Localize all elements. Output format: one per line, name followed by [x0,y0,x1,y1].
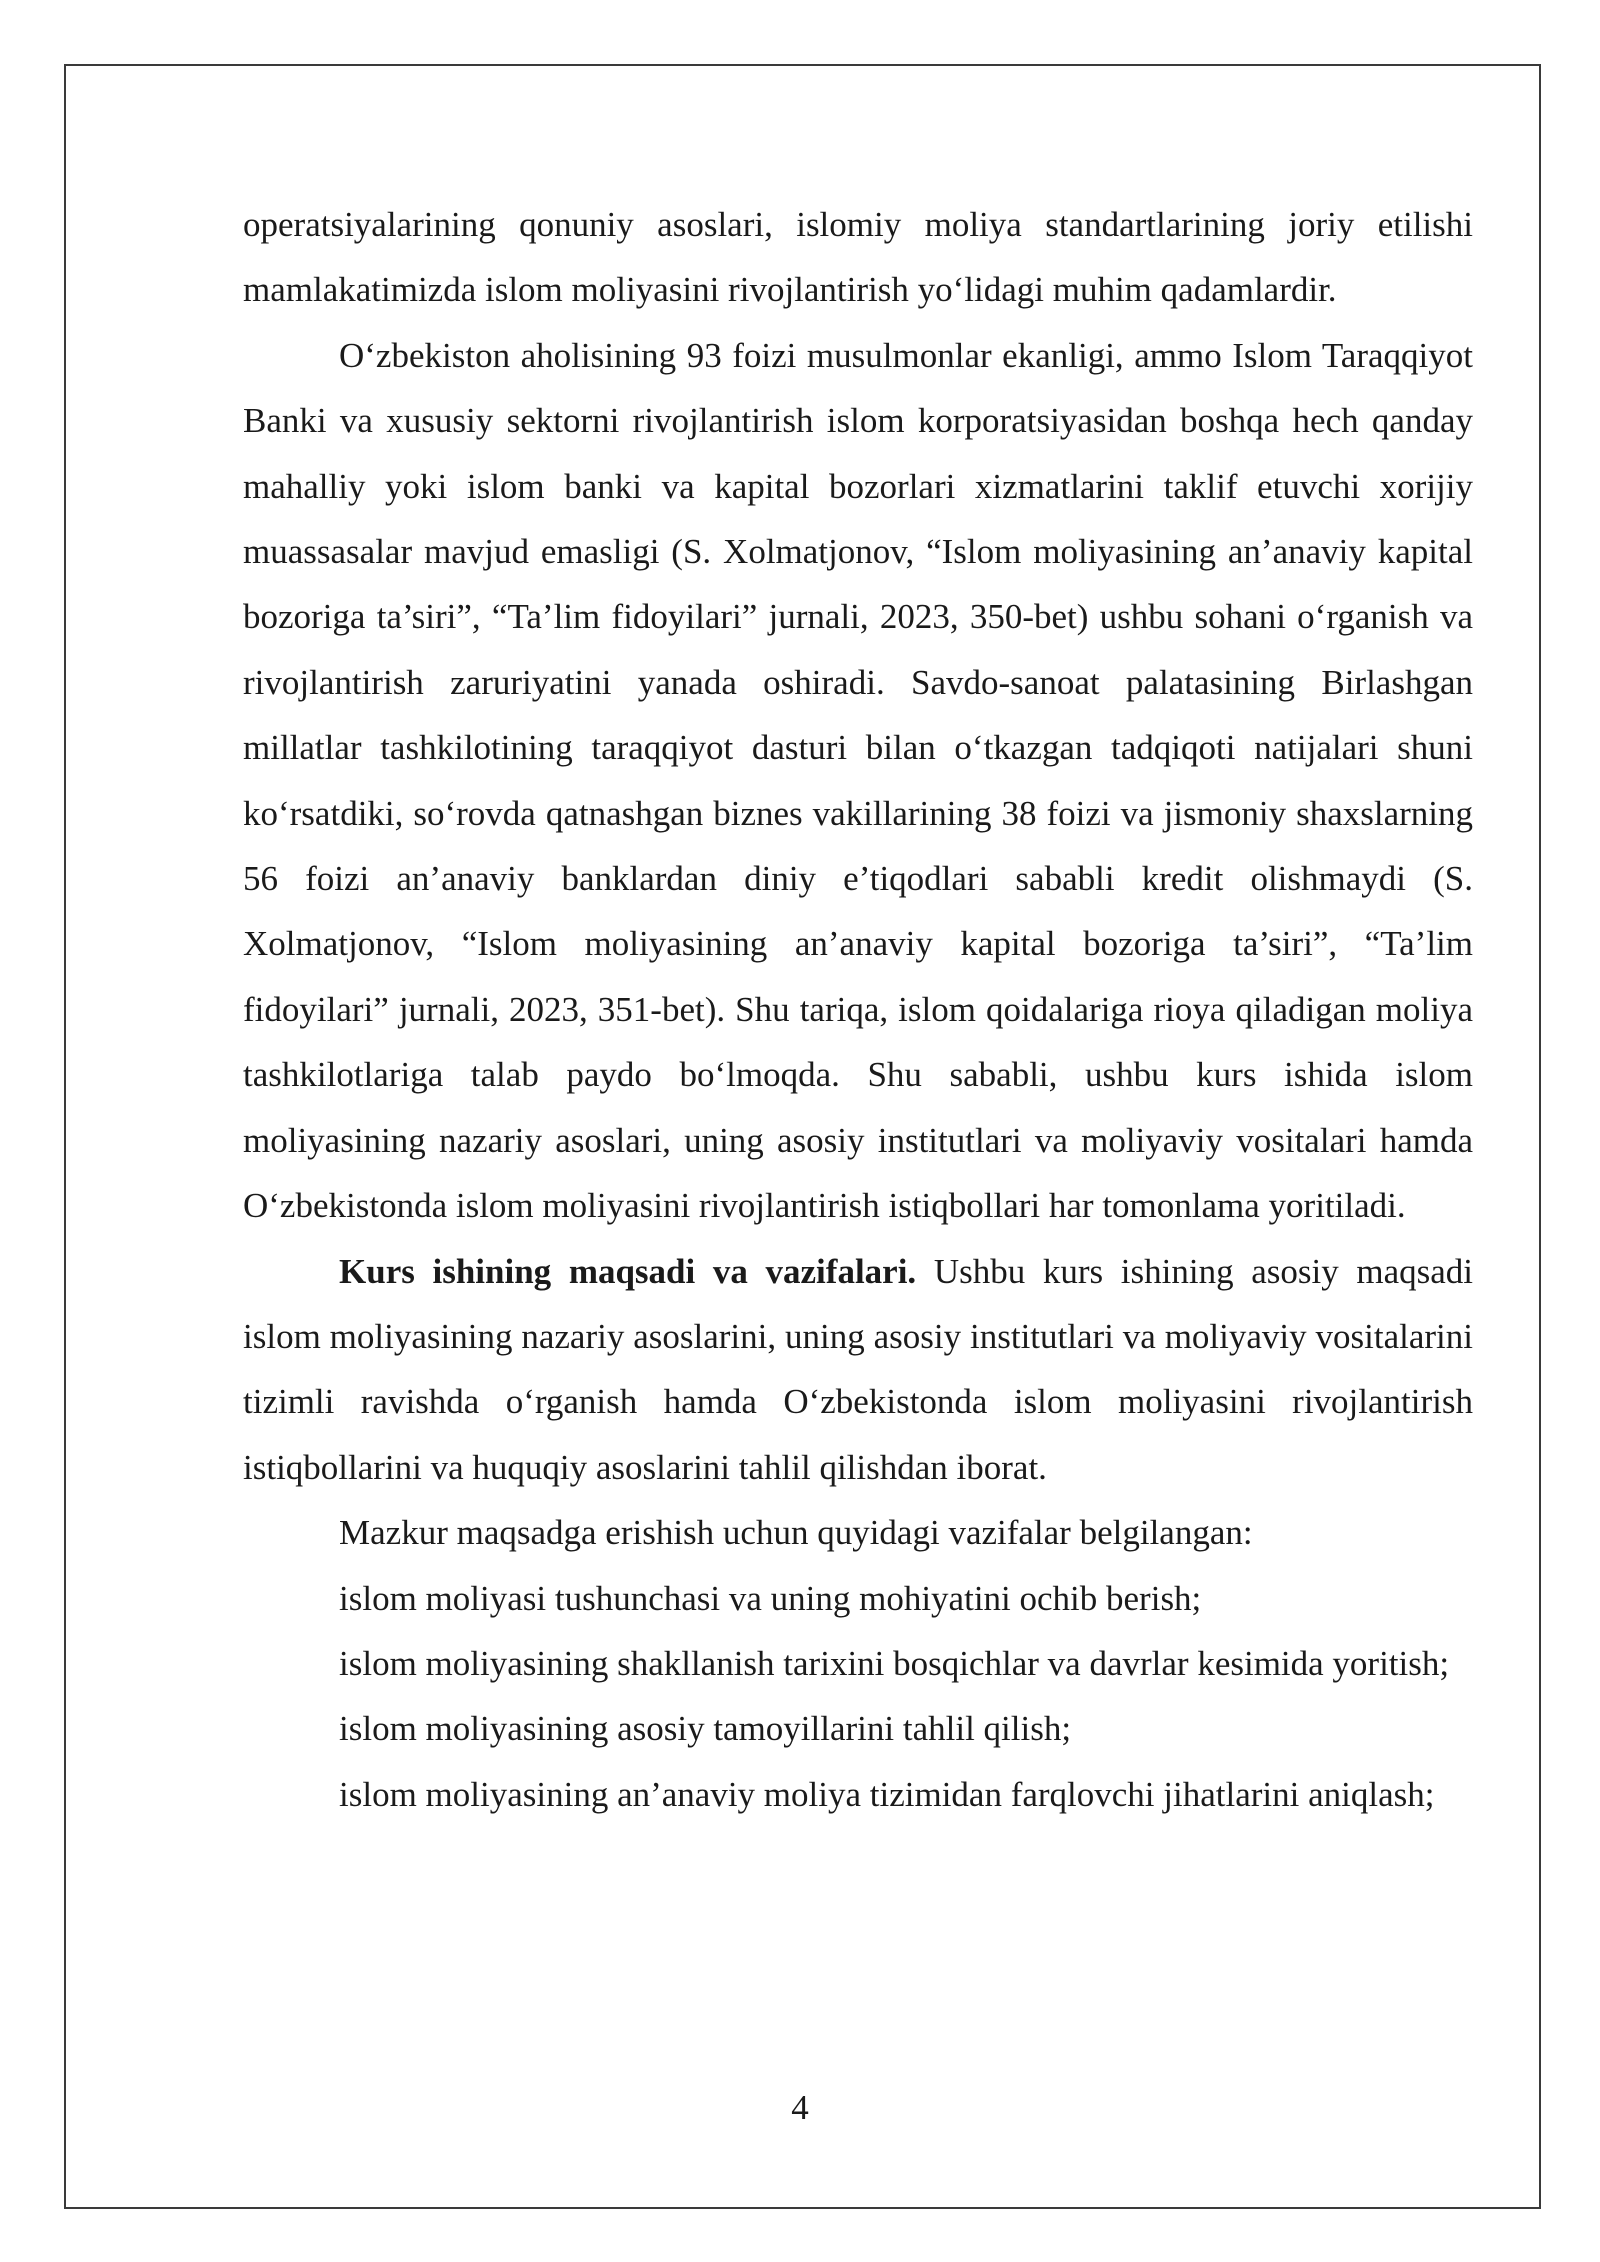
goals-text: Ushbu kurs ishining asosiy maqsadi islom moliyasining nazariy asoslarini, uning asosiy institutlari va moliyaviy vositalarini tizimli ravishda o‘rganish hamda O‘zbekistonda islom moliyasini rivojlantirish istiqbollarini va huquqiy asoslarini tahlil qilishdan iborat. [243,1251,1473,1487]
page-number: 4 [791,2088,809,2127]
task-item: islom moliyasining an’anaviy moliya tizimidan farqlovchi jihatlarini aniqlash; [339,1774,1435,1814]
paragraph-tasks-intro: Mazkur maqsadga erishish uchun quyidagi vazifalar belgilangan: [339,1513,1253,1553]
task-item: islom moliyasining shakllanish tarixini bosqichlar va davrlar kesimida yoritish; [339,1643,1450,1683]
task-item: islom moliyasi tushunchasi va uning mohiyatini ochib berish; [339,1578,1202,1618]
task-item: islom moliyasining asosiy tamoyillarini tahlil qilish; [339,1709,1072,1749]
paragraph-intro-continuation: operatsiyalarining qonuniy asoslari, islomiy moliya standartlarining joriy etilishi mamlakatimizda islom moliyasini rivojlantirish yo‘lidagi muhim qadamlardir. [243,205,1473,310]
goals-heading: Kurs ishining maqsadi va vazifalari. [339,1251,917,1291]
paragraph-population-context: O‘zbekiston aholisining 93 foizi musulmonlar ekanligi, ammo Islom Taraqqiyot Banki va xususiy sektorni rivojlantirish islom korporatsiyasidan boshqa hech qanday mahalliy yoki islom banki va kapital bozorlari xizmatlarini taklif etuvchi xorijiy muassasalar mavjud emasligi (S. Xolmatjonov, “Islom moliyasining an’anaviy kapital bozoriga ta’siri”, “Ta’lim fidoyilari” jurnali, 2023, 350-bet) ushbu sohani o‘rganish va rivojlantirish zaruriyatini yanada oshiradi. Savdo-sanoat palatasining Birlashgan millatlar tashkilotining taraqqiyot dasturi bilan o‘tkazgan tadqiqoti natijalari shuni ko‘rsatdiki, so‘rovda qatnashgan biznes vakillarining 38 foizi va jismoniy shaxslarning 56 foizi an’anaviy banklardan diniy e’tiqodlari sababli kredit olishmaydi (S. Xolmatjonov, “Islom moliyasining an’anaviy kapital bozoriga ta’siri”, “Ta’lim fidoyilari” jurnali, 2023, 351-bet). Shu tariqa, islom qoidalariga rioya qiladigan moliya tashkilotlariga talab paydo bo‘lmoqda. Shu sababli, ushbu kurs ishida islom moliyasining nazariy asoslari, uning asosiy institutlari va moliyaviy vositalari hamda O‘zbekistonda islom moliyasini rivojlantirish istiqbollari har tomonlama yoritiladi. [243,335,1473,1226]
document-body [243,192,1473,1827]
paragraph-goals [243,1239,1473,1501]
